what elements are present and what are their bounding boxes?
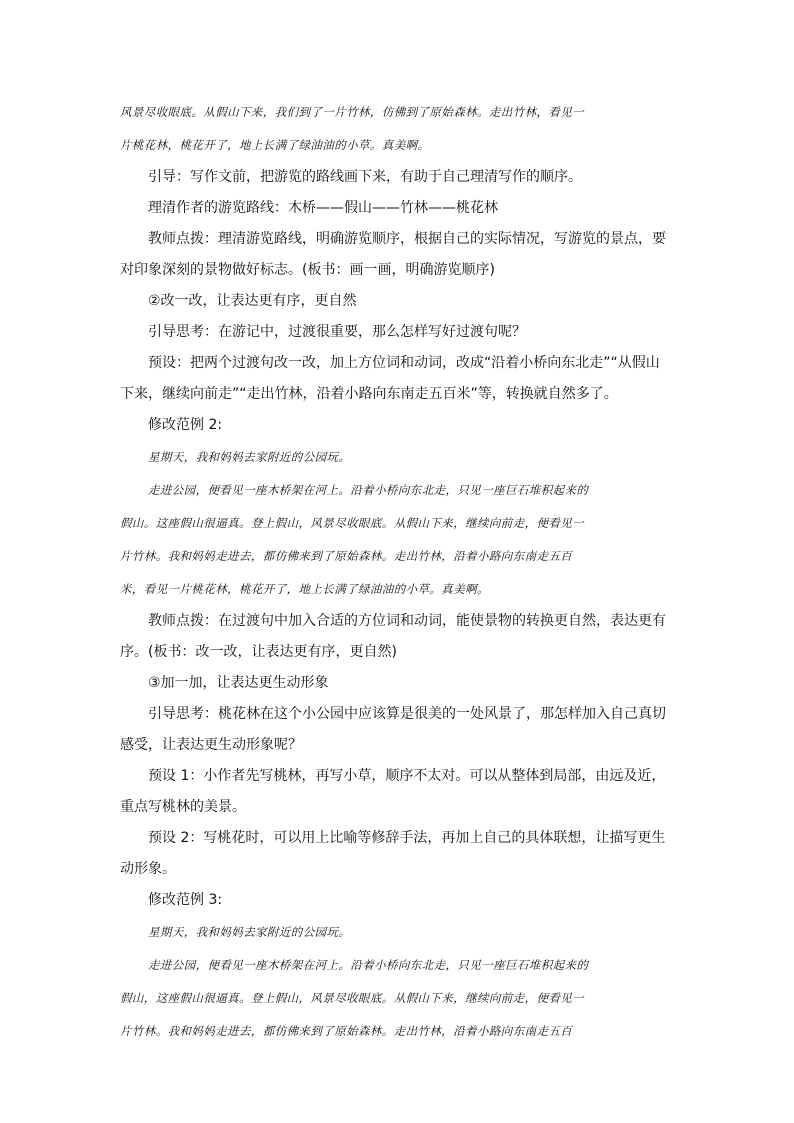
body-text-line: 感受，让表达更生动形象呢？: [120, 737, 302, 753]
body-text-line: 引导：写作文前，把游览的路线画下来，有助于自己理清写作的顺序。: [148, 169, 582, 185]
body-text-line: 理清作者的游览路线：木桥——假山——竹林——桃花林: [148, 200, 498, 216]
sample-text-line: 片竹林。我和妈妈走进去，都仿佛来到了原始森林。走出竹林，沿着小路向东南走五百: [120, 1024, 573, 1038]
body-text-line: 教师点拨：在过渡句中加入合适的方位词和动词，能使景物的转换更自然，表达更有: [148, 613, 666, 629]
sample-text-line: 风景尽收眼底。从假山下来，我们到了一片竹林，仿佛到了原始森林。走出竹林，看见一: [120, 105, 585, 119]
body-text-line: 动形象。: [120, 861, 176, 877]
sample-text-line: 星期天，我和妈妈去家附近的公园玩。: [148, 450, 351, 464]
body-text-line: ③加一加，让表达更生动形象: [148, 675, 329, 691]
sample-text-line: 片桃花林，桃花开了，地上长满了绿油油的小草。真美啊。: [120, 138, 430, 152]
body-text-line: 预设 1：小作者先写桃林，再写小草，顺序不太对。可以从整体到局部，由远及近，: [148, 768, 666, 784]
sample-text-line: 假山，这座假山很逼真。登上假山，风景尽收眼底。从假山下来，继续向前走，便看见一: [120, 991, 585, 1005]
body-text-line: ②改一改，让表达更有序，更自然: [148, 293, 357, 309]
sample-text-line: 星期天，我和妈妈去家附近的公园玩。: [148, 925, 351, 939]
sample-text-line: 假山。这座假山很逼真。登上假山，风景尽收眼底。从假山下来，继续向前走，便看见一: [120, 516, 585, 530]
body-text-line: 对印象深刻的景物做好标志。(板书：画一画，明确游览顺序): [120, 262, 495, 278]
body-text-line: 修改范例 2:: [148, 417, 223, 433]
body-text-line: 重点写桃林的美景。: [120, 799, 246, 815]
body-text-line: 引导思考：在游记中，过渡很重要，那么怎样写好过渡句呢？: [148, 324, 526, 340]
sample-text-line: 走进公园，便看见一座木桥架在河上。沿着小桥向东北走，只见一座巨石堆积起来的: [148, 958, 589, 972]
body-text-line: 教师点拨：理清游览路线，明确游览顺序，根据自己的实际情况，写游览的景点，要: [148, 231, 666, 247]
body-text-line: 序。(板书：改一改，让表达更有序，更自然): [120, 644, 397, 660]
sample-text-line: 走进公园，便看见一座木桥架在河上。沿着小桥向东北走，只见一座巨石堆积起来的: [148, 483, 589, 497]
body-text-line: 引导思考：桃花林在这个小公园中应该算是很美的一处风景了，那怎样加入自己真切: [148, 706, 666, 722]
body-text-line: 预设：把两个过渡句改一改，加上方位词和动词，改成“沿着小桥向东北走”“从假山: [148, 355, 660, 371]
body-text-line: 修改范例 3:: [148, 892, 223, 908]
body-text-line: 下来，继续向前走”“走出竹林，沿着小路向东南走五百米”等，转换就自然多了。: [120, 386, 618, 402]
sample-text-line: 米，看见一片桃花林，桃花开了，地上长满了绿油油的小草。真美啊。: [120, 582, 489, 596]
document-page: [120, 96, 676, 1048]
body-text-line: 预设 2：写桃花时，可以用上比喻等修辞手法，再加上自己的具体联想，让描写更生: [148, 830, 666, 846]
sample-text-line: 片竹林。我和妈妈走进去，都仿佛来到了原始森林。走出竹林，沿着小路向东南走五百: [120, 549, 573, 563]
